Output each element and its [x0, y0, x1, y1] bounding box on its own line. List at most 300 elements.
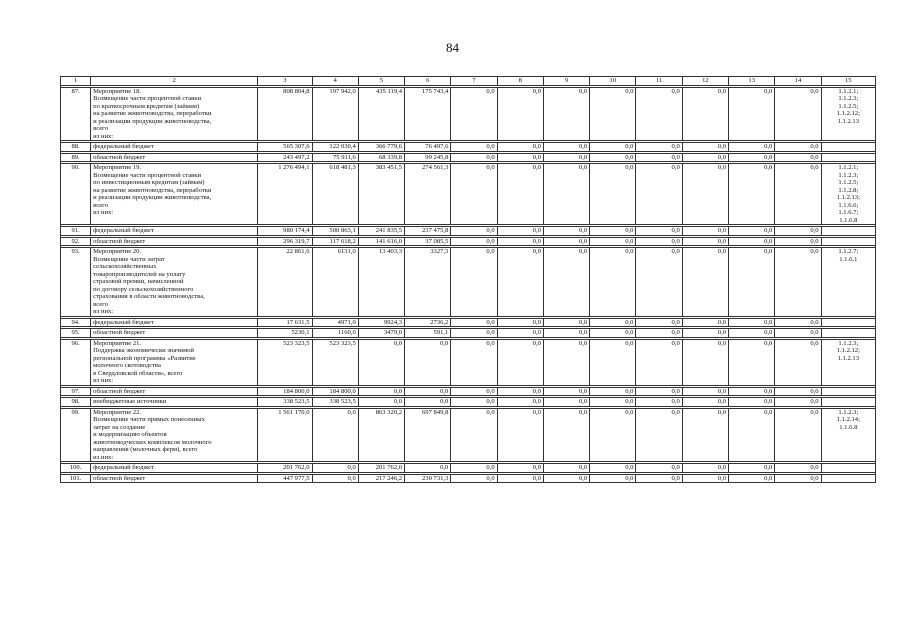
- value-cell: 0,0: [497, 153, 543, 162]
- row-name-line: федеральный бюджет: [93, 143, 154, 150]
- row-name-line: Возмещение части процентной ставки: [93, 95, 201, 102]
- column-header: 9: [543, 77, 589, 86]
- reference-cell: [821, 339, 875, 385]
- value-cell: 0,0: [682, 87, 728, 141]
- value-cell: 523 323,5: [258, 339, 312, 385]
- row-number: 88.: [61, 143, 91, 152]
- row-number: 87.: [61, 87, 91, 141]
- value-cell: 0,0: [497, 329, 543, 338]
- row-name-line: областной бюджет: [93, 474, 146, 482]
- value-cell: 0,0: [682, 248, 728, 317]
- value-cell: 0,0: [543, 237, 589, 246]
- value-cell: 338 523,5: [258, 398, 312, 407]
- row-name-line: региональной программы «Развитие: [93, 354, 196, 362]
- row-name: [91, 153, 258, 162]
- value-cell: 0,0: [590, 87, 636, 141]
- row-number: 95.: [61, 329, 91, 338]
- row-name-line: в Свердловской области», всего: [93, 369, 183, 377]
- value-cell: 435 119,4: [358, 87, 404, 141]
- value-cell: 0,0: [451, 387, 497, 396]
- reference-line: 1.1.2.3;: [838, 408, 859, 416]
- row-number: 99.: [61, 408, 91, 462]
- column-header: 11: [636, 77, 682, 86]
- reference-line: 1.1.6.6;: [838, 201, 859, 209]
- value-cell: 243 497,2: [258, 153, 312, 162]
- value-cell: 0,0: [451, 237, 497, 246]
- value-cell: 0,0: [451, 248, 497, 317]
- value-cell: 1 276 494,1: [258, 164, 312, 225]
- value-cell: 0,0: [543, 398, 589, 407]
- row-name: [91, 387, 258, 396]
- value-cell: 0,0: [729, 398, 775, 407]
- column-header: 3: [258, 77, 312, 86]
- row-name-line: Возмещение части процентной ставки: [93, 171, 201, 179]
- value-cell: 697 849,8: [405, 408, 451, 462]
- table-row: [61, 339, 876, 385]
- value-cell: 0,0: [543, 318, 589, 327]
- value-cell: 0,0: [636, 339, 682, 385]
- table-row: [61, 87, 876, 141]
- value-cell: 338 523,5: [312, 398, 358, 407]
- reference-cell: [821, 87, 875, 141]
- value-cell: 0,0: [590, 464, 636, 473]
- value-cell: 0,0: [312, 474, 358, 483]
- value-cell: 0,0: [729, 408, 775, 462]
- value-cell: 0,0: [775, 87, 821, 141]
- value-cell: 0,0: [590, 474, 636, 483]
- value-cell: 0,0: [729, 339, 775, 385]
- table-row: [61, 474, 876, 483]
- value-cell: 0,0: [636, 318, 682, 327]
- reference-cell: [821, 164, 875, 225]
- row-name-line: всего: [93, 125, 109, 132]
- value-cell: 0,0: [729, 329, 775, 338]
- value-cell: 0,0: [775, 227, 821, 236]
- budget-table: [60, 76, 876, 483]
- value-cell: 0,0: [775, 318, 821, 327]
- value-cell: 0,0: [451, 318, 497, 327]
- value-cell: 0,0: [405, 339, 451, 385]
- reference-line: 1.1.2.3;: [838, 95, 859, 102]
- column-header: 5: [358, 77, 404, 86]
- row-name: [91, 464, 258, 473]
- value-cell: 0,0: [497, 227, 543, 236]
- value-cell: 0,0: [636, 227, 682, 236]
- row-number: 101.: [61, 474, 91, 483]
- value-cell: 0,0: [405, 398, 451, 407]
- row-name-line: из них:: [93, 308, 114, 315]
- row-name: [91, 237, 258, 246]
- value-cell: 141 616,0: [358, 237, 404, 246]
- row-name-line: на развитие животноводства, переработки: [93, 186, 212, 194]
- row-name-line: животноводческих комплексов молочного: [93, 438, 212, 446]
- row-name-line: всего: [93, 201, 109, 209]
- value-cell: 447 977,5: [258, 474, 312, 483]
- value-cell: 0,0: [497, 474, 543, 483]
- value-cell: 0,0: [775, 153, 821, 162]
- value-cell: 6131,0: [312, 248, 358, 317]
- value-cell: 0,0: [497, 318, 543, 327]
- row-name-line: и модернизацию объектов: [93, 431, 167, 438]
- row-name-line: на развитие животноводства, переработки: [93, 110, 212, 117]
- value-cell: 0,0: [405, 387, 451, 396]
- value-cell: 0,0: [543, 474, 589, 483]
- row-name-line: всего: [93, 300, 109, 308]
- value-cell: 0,0: [312, 464, 358, 473]
- value-cell: 0,0: [729, 227, 775, 236]
- value-cell: 99 245,8: [405, 153, 451, 162]
- value-cell: 0,0: [682, 408, 728, 462]
- value-cell: 0,0: [358, 339, 404, 385]
- row-name-line: областной бюджет: [93, 153, 146, 161]
- value-cell: 0,0: [729, 464, 775, 473]
- value-cell: 0,0: [451, 164, 497, 225]
- table-row: [61, 329, 876, 338]
- row-name-line: федеральный бюджет: [93, 464, 154, 471]
- column-header: 8: [497, 77, 543, 86]
- table-row: [61, 227, 876, 236]
- row-name: [91, 329, 258, 338]
- column-header: 13: [729, 77, 775, 86]
- table-row: [61, 164, 876, 225]
- row-name-line: по инвестиционным кредитам (займам): [93, 179, 205, 186]
- value-cell: 5230,1: [258, 329, 312, 338]
- row-name-line: Мероприятие 22.: [93, 408, 142, 416]
- value-cell: 75 911,6: [312, 153, 358, 162]
- value-cell: 0,0: [682, 164, 728, 225]
- value-cell: 0,0: [451, 474, 497, 483]
- row-name-line: из них:: [93, 209, 114, 216]
- table-row: [61, 153, 876, 162]
- row-name-line: страховой премии, начисленной: [93, 278, 184, 285]
- value-cell: 296 319,7: [258, 237, 312, 246]
- value-cell: 0,0: [543, 143, 589, 152]
- reference-line: 1.1.2.13;: [836, 194, 860, 201]
- value-cell: 0,0: [590, 227, 636, 236]
- value-cell: 0,0: [636, 474, 682, 483]
- value-cell: 0,0: [729, 248, 775, 317]
- row-name-line: направления (молочных ферм), всего: [93, 446, 198, 453]
- value-cell: 0,0: [358, 387, 404, 396]
- value-cell: 0,0: [497, 398, 543, 407]
- value-cell: 0,0: [497, 87, 543, 141]
- reference-cell: [821, 318, 875, 327]
- reference-cell: [821, 474, 875, 483]
- value-cell: 1160,0: [312, 329, 358, 338]
- value-cell: 0,0: [682, 227, 728, 236]
- reference-cell: [821, 227, 875, 236]
- row-name-line: из них:: [93, 377, 114, 384]
- value-cell: 0,0: [543, 464, 589, 473]
- row-name: [91, 248, 258, 317]
- row-name: [91, 339, 258, 385]
- value-cell: 500 863,1: [312, 227, 358, 236]
- value-cell: 37 085,5: [405, 237, 451, 246]
- column-header: 12: [682, 77, 728, 86]
- row-name-line: молочного скотоводства: [93, 362, 161, 369]
- row-name-line: из них:: [93, 453, 114, 461]
- reference-cell: [821, 387, 875, 396]
- row-number: 90.: [61, 164, 91, 225]
- reference-cell: [821, 248, 875, 317]
- value-cell: 0,0: [682, 143, 728, 152]
- reference-cell: [821, 329, 875, 338]
- value-cell: 0,0: [405, 464, 451, 473]
- value-cell: 2736,2: [405, 318, 451, 327]
- value-cell: 9924,3: [358, 318, 404, 327]
- value-cell: 0,0: [775, 474, 821, 483]
- value-cell: 0,0: [451, 398, 497, 407]
- reference-cell: [821, 143, 875, 152]
- value-cell: 0,0: [497, 164, 543, 225]
- value-cell: 591,1: [405, 329, 451, 338]
- value-cell: 0,0: [543, 153, 589, 162]
- reference-cell: [821, 237, 875, 246]
- value-cell: 0,0: [775, 143, 821, 152]
- row-name-line: Мероприятие 19.: [93, 164, 142, 171]
- column-header: 4: [312, 77, 358, 86]
- value-cell: 0,0: [590, 318, 636, 327]
- value-cell: 0,0: [682, 318, 728, 327]
- value-cell: 0,0: [451, 339, 497, 385]
- reference-line: 1.1.2.13: [837, 117, 860, 125]
- row-name-line: Возмещение части прямых понесенных: [93, 416, 205, 423]
- value-cell: 0,0: [451, 143, 497, 152]
- value-cell: 201 762,0: [258, 464, 312, 473]
- value-cell: 0,0: [590, 398, 636, 407]
- value-cell: 197 942,0: [312, 87, 358, 141]
- value-cell: 175 743,4: [405, 87, 451, 141]
- table-row: [61, 398, 876, 407]
- value-cell: 0,0: [775, 339, 821, 385]
- value-cell: 0,0: [636, 329, 682, 338]
- value-cell: 0,0: [590, 164, 636, 225]
- reference-line: 1.1.6.7;: [838, 209, 859, 216]
- value-cell: 117 618,2: [312, 237, 358, 246]
- row-name: [91, 227, 258, 236]
- reference-cell: [821, 408, 875, 462]
- value-cell: 0,0: [682, 153, 728, 162]
- row-name-line: Мероприятие 21.: [93, 339, 142, 347]
- value-cell: 0,0: [775, 164, 821, 225]
- row-name-line: областной бюджет: [93, 329, 146, 336]
- value-cell: 0,0: [682, 474, 728, 483]
- value-cell: 0,0: [682, 339, 728, 385]
- value-cell: 0,0: [636, 464, 682, 473]
- reference-line: 1.1.2.5;: [838, 179, 859, 186]
- value-cell: 0,0: [682, 237, 728, 246]
- value-cell: 0,0: [636, 164, 682, 225]
- row-name: [91, 474, 258, 483]
- value-cell: 0,0: [451, 87, 497, 141]
- value-cell: 0,0: [451, 464, 497, 473]
- value-cell: 0,0: [636, 398, 682, 407]
- value-cell: 0,0: [729, 237, 775, 246]
- value-cell: 0,0: [497, 248, 543, 317]
- row-number: 89.: [61, 153, 91, 162]
- value-cell: 0,0: [729, 318, 775, 327]
- reference-cell: [821, 153, 875, 162]
- value-cell: 0,0: [497, 339, 543, 385]
- value-cell: 0,0: [636, 408, 682, 462]
- value-cell: 0,0: [682, 464, 728, 473]
- value-cell: 0,0: [590, 387, 636, 396]
- reference-line: 1.1.2.14;: [836, 416, 860, 423]
- value-cell: 1 561 170,0: [258, 408, 312, 462]
- row-name-line: товаропроизводителей на уплату: [93, 270, 186, 278]
- column-header: 7: [451, 77, 497, 86]
- reference-line: 1.1.2.12;: [836, 347, 860, 354]
- table-row: [61, 248, 876, 317]
- row-number: 96.: [61, 339, 91, 385]
- value-cell: 201 762,0: [358, 464, 404, 473]
- row-name-line: федеральный бюджет: [93, 227, 154, 234]
- value-cell: 523 323,5: [312, 339, 358, 385]
- table-row: [61, 408, 876, 462]
- value-cell: 0,0: [590, 339, 636, 385]
- value-cell: 0,0: [729, 153, 775, 162]
- table-row: [61, 318, 876, 327]
- value-cell: 230 731,3: [405, 474, 451, 483]
- reference-line: 1.1.2.1;: [838, 87, 859, 95]
- value-cell: 0,0: [590, 237, 636, 246]
- reference-line: 1.1.2.7;: [838, 248, 859, 255]
- value-cell: 0,0: [636, 248, 682, 317]
- reference-line: 1.1.6.8: [839, 423, 858, 431]
- value-cell: 0,0: [358, 398, 404, 407]
- row-name-line: страхования в области животноводства,: [93, 293, 205, 300]
- row-name-line: затрат на создание: [93, 423, 146, 431]
- row-name-line: внебюджетные источники: [93, 398, 167, 405]
- row-name-line: Мероприятие 18.: [93, 87, 142, 95]
- reference-line: 1.1.2.12;: [836, 110, 860, 117]
- reference-line: 1.1.6.1: [839, 255, 858, 263]
- row-name: [91, 87, 258, 141]
- row-number: 91.: [61, 227, 91, 236]
- value-cell: 0,0: [543, 329, 589, 338]
- row-number: 93.: [61, 248, 91, 317]
- value-cell: 0,0: [543, 248, 589, 317]
- value-cell: 3479,0: [358, 329, 404, 338]
- value-cell: 0,0: [451, 408, 497, 462]
- value-cell: 0,0: [775, 464, 821, 473]
- reference-line: 1.1.2.1;: [838, 164, 859, 171]
- reference-line: 1.1.2.5;: [838, 102, 859, 110]
- value-cell: 0,0: [729, 387, 775, 396]
- table-row: [61, 387, 876, 396]
- value-cell: 0,0: [451, 329, 497, 338]
- row-name-line: областной бюджет: [93, 237, 146, 245]
- column-header: 14: [775, 77, 821, 86]
- value-cell: 0,0: [775, 237, 821, 246]
- value-cell: 0,0: [729, 164, 775, 225]
- row-number: 94.: [61, 318, 91, 327]
- value-cell: 366 779,6: [358, 143, 404, 152]
- row-name-line: Мероприятие 20.: [93, 248, 142, 255]
- reference-line: 1.1.6.8: [839, 216, 858, 224]
- value-cell: 0,0: [497, 237, 543, 246]
- row-name: [91, 408, 258, 462]
- row-name-line: и реализации продукции животноводства,: [93, 194, 212, 201]
- value-cell: 0,0: [590, 329, 636, 338]
- value-cell: 0,0: [497, 464, 543, 473]
- table-row: [61, 464, 876, 473]
- value-cell: 808 804,8: [258, 87, 312, 141]
- value-cell: 618 481,3: [312, 164, 358, 225]
- column-header: 10: [590, 77, 636, 86]
- row-number: 97.: [61, 387, 91, 396]
- value-cell: 0,0: [543, 387, 589, 396]
- value-cell: 0,0: [775, 408, 821, 462]
- reference-line: 1.1.2.3;: [838, 339, 859, 347]
- row-name-line: Возмещение части затрат: [93, 255, 165, 263]
- value-cell: 0,0: [451, 153, 497, 162]
- value-cell: 184 800,0: [258, 387, 312, 396]
- row-name-line: и реализации продукции животноводства,: [93, 117, 212, 125]
- value-cell: 0,0: [312, 408, 358, 462]
- value-cell: 0,0: [682, 387, 728, 396]
- table-row: [61, 237, 876, 246]
- value-cell: 0,0: [590, 248, 636, 317]
- value-cell: 68 339,8: [358, 153, 404, 162]
- value-cell: 0,0: [636, 143, 682, 152]
- value-cell: 0,0: [775, 398, 821, 407]
- value-cell: 0,0: [590, 143, 636, 152]
- row-name: [91, 398, 258, 407]
- value-cell: 0,0: [543, 164, 589, 225]
- value-cell: 184 800,0: [312, 387, 358, 396]
- row-name-line: по краткосрочным кредитам (займам): [93, 102, 200, 110]
- value-cell: 0,0: [636, 87, 682, 141]
- row-name-line: Поддержка экономически значимой: [93, 347, 194, 354]
- value-cell: 383 451,5: [358, 164, 404, 225]
- reference-cell: [821, 464, 875, 473]
- value-cell: 0,0: [543, 87, 589, 141]
- value-cell: 0,0: [590, 408, 636, 462]
- row-name-line: федеральный бюджет: [93, 318, 154, 326]
- row-name: [91, 143, 258, 152]
- row-number: 98.: [61, 398, 91, 407]
- reference-line: 1.1.2.3;: [838, 171, 859, 179]
- column-header: 2: [91, 77, 258, 86]
- value-cell: 0,0: [682, 329, 728, 338]
- value-cell: 0,0: [497, 408, 543, 462]
- value-cell: 0,0: [590, 153, 636, 162]
- value-cell: 0,0: [729, 143, 775, 152]
- value-cell: 0,0: [729, 474, 775, 483]
- value-cell: 22 861,6: [258, 248, 312, 317]
- value-cell: 0,0: [636, 237, 682, 246]
- table-row: [61, 143, 876, 152]
- value-cell: 980 174,4: [258, 227, 312, 236]
- header-row: [61, 77, 876, 86]
- value-cell: 0,0: [775, 248, 821, 317]
- row-name-line: сельскохозяйственных: [93, 263, 157, 270]
- row-name-line: по договору сельскохозяйственного: [93, 285, 194, 293]
- row-name: [91, 318, 258, 327]
- value-cell: 237 475,8: [405, 227, 451, 236]
- value-cell: 0,0: [636, 387, 682, 396]
- value-cell: 13 403,3: [358, 248, 404, 317]
- table-body: [61, 77, 876, 483]
- value-cell: 76 497,6: [405, 143, 451, 152]
- value-cell: 122 030,4: [312, 143, 358, 152]
- value-cell: 0,0: [775, 387, 821, 396]
- column-header: 1: [61, 77, 91, 86]
- value-cell: 3327,3: [405, 248, 451, 317]
- value-cell: 217 246,2: [358, 474, 404, 483]
- value-cell: 0,0: [543, 227, 589, 236]
